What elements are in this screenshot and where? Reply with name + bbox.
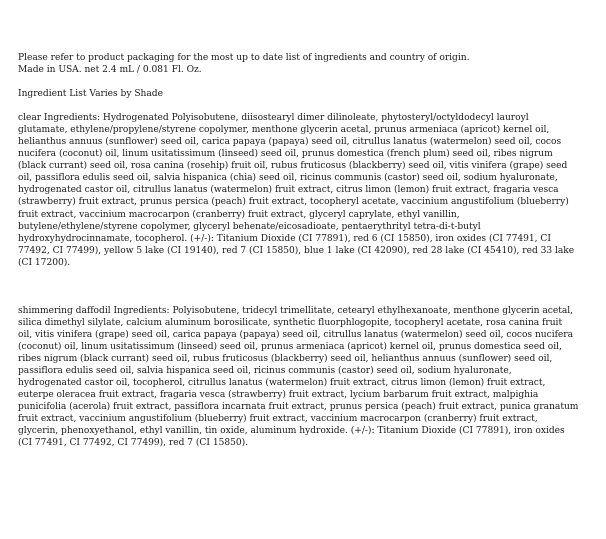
shimmering-daffodil-ingredients: shimmering daffodil Ingredients: Polyisobutene, tridecyl trimellitate, cetearyl ethylhexanoate, menthone glycerin acetal, silica dimethyl silylate, calcium aluminum borosilicate, synthetic fluorphlogopite, tocopheryl acetate, rosa canina fruit oil, vitis vinifera (grape) seed oil, carica papaya (papaya) seed oil, citrullus lanatus (watermelon) seed oil, cocos nucifera (coconut) oil, linum usitatissimum (linseed) seed oil, prunus armeniaca (apricot) kernel oil, prunus domestica seed oil, ribes nigrum (black currant) seed oil, rubus fruticosus (blackberry) seed oil, helianthus annuus (sunflower) seed oil, passiflora edulis seed oil, salvia hispanica seed oil, ricinus communis (castor) seed oil, sodium hyaluronate, hydrogenated castor oil, tocopherol, citrullus lanatus (watermelon) fruit extract, citrus limon (lemon) fruit extract, euterpe oleracea fruit extract, fragaria vesca (strawberry) fruit extract, lycium barbarum fruit extract, malpighia punicifolia (acerola) fruit extract, passiflora incarnata fruit extract, prunus persica (peach) fruit extract, punica granatum fruit extract, vaccinium angustifolium (blueberry) fruit extract, vaccinium macrocarpon (cranberry) fruit extract, glycerin, phenoxyethanol, ethyl vanillin, tin oxide, aluminum hydroxide. (+/-): Titanium Dioxide (CI 77891), iron oxides (CI 77491, CI 77492, CI 77499), red 7 (CI 15850). — [18, 305, 579, 449]
shade-note: Ingredient List Varies by Shade — [18, 89, 163, 100]
spacer — [18, 269, 590, 305]
spacer — [18, 76, 590, 88]
packaging-note: Please refer to product packaging for the most up to date list of ingredients and country of origin. — [18, 53, 470, 63]
origin-and-volume: Made in USA. net 2.4 mL / 0.081 Fl. Oz. — [18, 65, 202, 76]
spacer — [18, 100, 590, 112]
clear-ingredients: clear Ingredients: Hydrogenated Polyisobutene, diisostearyl dimer dilinoleate, phytosteryl/octyldodecyl lauroyl glutamate, ethylene/propylene/styrene copolymer, menthone glycerin acetal, prunus armeniaca (apricot) kernel oil, helianthus annuus (sunflower) seed oil, carica papaya (papaya) seed oil, citrullus lanatus (watermelon) seed oil, cocos nucifera (coconut) oil, linum usitatissimum (linseed) seed oil, prunus domestica (french plum) seed oil, ribes nigrum (black currant) seed oil, rosa canina (rosehip) fruit oil, rubus fruticosus (blackberry) seed oil, vitis vinifera (grape) seed oil, passiflora edulis seed oil, salvia hispanica (chia) seed oil, ricinus communis (castor) seed oil, sodium hyaluronate, hydrogenated castor oil, citrullus lanatus (watermelon) fruit extract, citrus limon (lemon) fruit extract, fragaria vesca (strawberry) fruit extract, prunus persica (peach) fruit extract, tocopheryl acetate, vaccinium angustifolium (blueberry) fruit extract, vaccinium macrocarpon (cranberry) fruit extract, glyceryl caprylate, ethyl vanillin, butylene/ethylene/styrene copolymer, glyceryl behenate/eicosadioate, pentaerythrityl tetra-di-t-butyl hydroxyhydrocinnamate, tocopherol. (+/-): Titanium Dioxide (CI 77891), red 6 (CI 15850), iron oxides (CI 77491, CI 77492, CI 77499), yellow 5 lake (CI 19140), red 7 (CI 15850), blue 1 lake (CI 42090), red 28 lake (CI 45410), red 33 lake (CI 17200). — [18, 113, 575, 268]
ingredients-document — [18, 52, 590, 449]
